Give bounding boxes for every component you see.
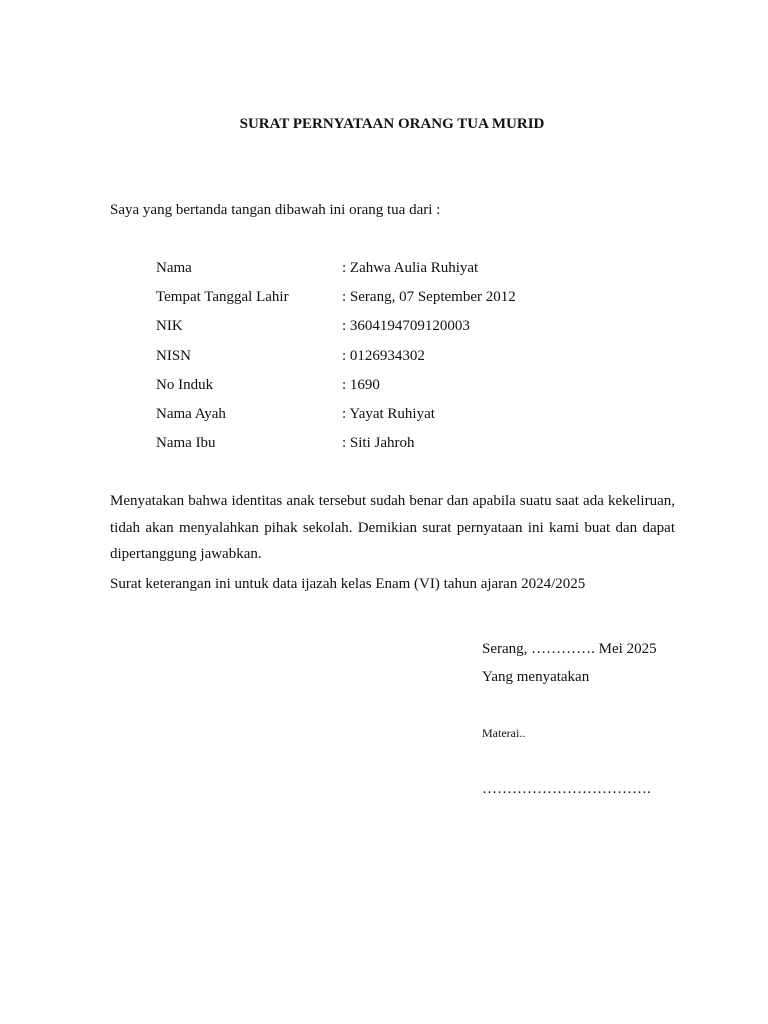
stamp-placeholder: Materai.. (482, 726, 526, 740)
field-row-nik (156, 316, 676, 345)
document-title: SURAT PERNYATAAN ORANG TUA MURID (239, 116, 545, 132)
signer-label: Yang menyatakan (482, 669, 590, 685)
place-date: Serang, …………. Mei 2025 (482, 641, 657, 657)
field-row-nisn (156, 346, 676, 375)
field-label: Nama Ayah (156, 405, 226, 422)
field-value: : Siti Jahroh (342, 435, 415, 452)
field-label: No Induk (156, 376, 214, 393)
field-row-birth (156, 287, 676, 316)
statement-paragraph: Menyatakan bahwa identitas anak tersebut sudah benar dan apabila suatu saat ada kekeliruan, tidah akan menyalahkan pihak sekolah. Demikian surat pernyataan ini kami buat dan dapat dipertanggung jawabkan. (110, 493, 675, 562)
field-label: Nama (156, 260, 192, 276)
intro-text: Saya yang bertanda tangan dibawah ini orang tua dari : (110, 202, 441, 218)
field-value: : Zahwa Aulia Ruhiyat (342, 260, 479, 276)
field-row-nama-ayah (156, 404, 676, 433)
purpose-text: Surat keterangan ini untuk data ijazah kelas Enam (VI) tahun ajaran 2024/2025 (110, 576, 586, 592)
signature-line: ……………………………. (482, 781, 651, 797)
field-row-nama-ibu (156, 433, 676, 462)
field-value: : 3604194709120003 (342, 318, 470, 335)
field-row-no-induk (156, 375, 676, 404)
field-label: Nama Ibu (156, 435, 216, 452)
field-row-nama (156, 258, 676, 287)
field-value: : 0126934302 (342, 347, 425, 364)
field-value: : 1690 (342, 376, 380, 393)
field-label: Tempat Tanggal Lahir (156, 289, 289, 306)
field-value: : Serang, 07 September 2012 (342, 289, 516, 306)
field-label: NISN (156, 347, 192, 364)
identity-fields (156, 258, 676, 462)
field-label: NIK (156, 318, 183, 335)
field-value: : Yayat Ruhiyat (342, 405, 435, 422)
